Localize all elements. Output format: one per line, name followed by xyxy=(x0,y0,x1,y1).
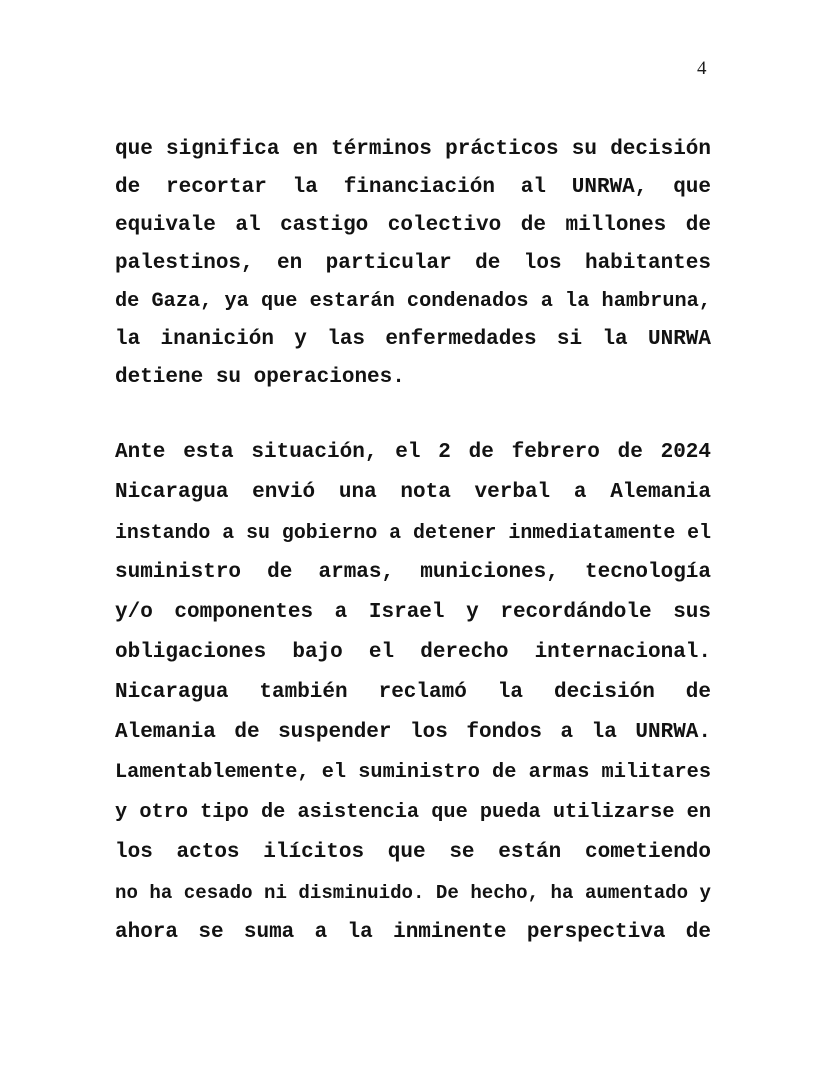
text-line: palestinos, en particular de los habitantes xyxy=(115,252,711,275)
text-line: obligaciones bajo el derecho internacional. xyxy=(115,641,712,664)
text-line: Nicaragua también reclamó la decisión de xyxy=(115,681,711,704)
text-line: que significa en términos prácticos su decisión xyxy=(115,138,712,161)
text-line: equivale al castigo colectivo de millones de xyxy=(115,214,712,237)
text-line: Lamentablemente, el suministro de armas militares xyxy=(115,761,712,784)
paragraph-2 xyxy=(115,433,711,953)
text-line: de Gaza, ya que estarán condenados a la hambruna, xyxy=(115,290,711,313)
page-number: 4 xyxy=(697,58,707,79)
text-line: y otro tipo de asistencia que pueda utilizarse en xyxy=(115,801,711,824)
text-line: de recortar la financiación al UNRWA, que xyxy=(115,176,712,199)
text-line: suministro de armas, municiones, tecnología xyxy=(115,561,712,584)
text-line: la inanición y las enfermedades si la UNRWA xyxy=(115,328,711,351)
text-line: Alemania de suspender los fondos a la UNRWA. xyxy=(115,721,712,744)
text-line: detiene su operaciones. xyxy=(115,366,405,389)
document-body xyxy=(115,131,711,953)
text-line: Nicaragua envió una nota verbal a Alemania xyxy=(115,481,712,504)
text-line: Ante esta situación, el 2 de febrero de 2024 xyxy=(115,441,712,464)
text-line: ahora se suma a la inminente perspectiva de xyxy=(115,921,711,944)
text-line: los actos ilícitos que se están cometiendo xyxy=(115,841,712,864)
paragraph-1 xyxy=(115,131,711,397)
text-line: instando a su gobierno a detener inmediatamente el xyxy=(115,521,712,544)
text-line: y/o componentes a Israel y recordándole sus xyxy=(115,601,712,624)
text-line: no ha cesado ni disminuido. De hecho, ha aumentado y xyxy=(115,882,712,904)
